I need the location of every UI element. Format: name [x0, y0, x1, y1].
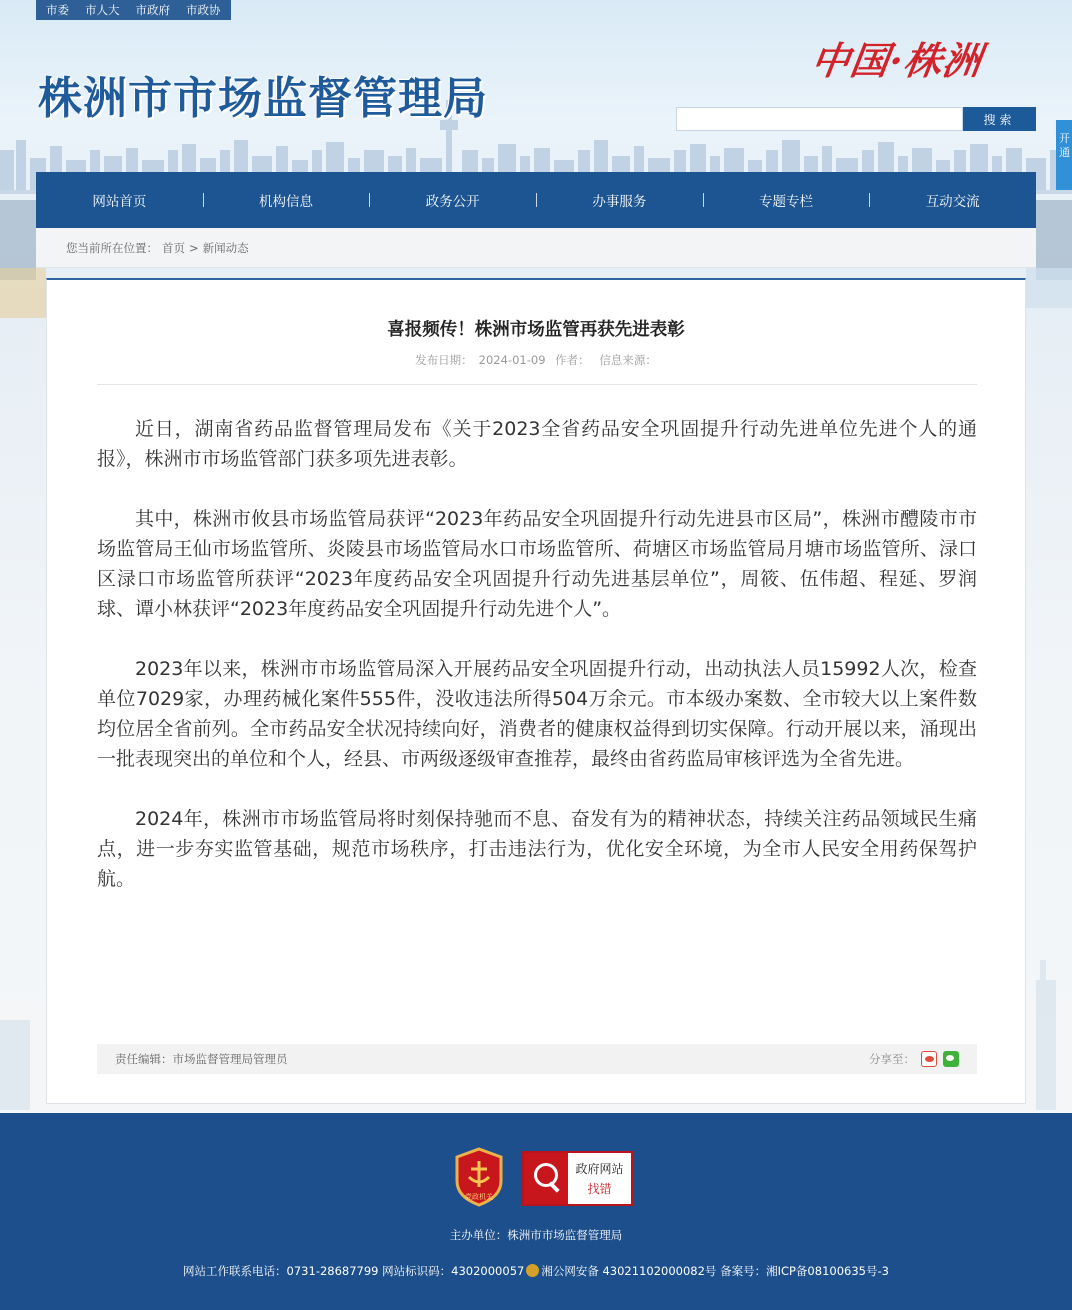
article-content [97, 414, 977, 924]
magnifier-icon [524, 1153, 568, 1204]
party-badge-text: 党政机关 [465, 1193, 493, 1201]
search-input[interactable] [676, 107, 963, 131]
article-title: 喜报频传！株洲市场监管再获先进表彰 [387, 320, 685, 340]
editor-label: 责任编辑： [115, 1052, 173, 1066]
nav-item-interaction[interactable]: 互动交流 [869, 190, 1036, 210]
footer [0, 1113, 1072, 1310]
share-label: 分享至： [869, 1052, 915, 1066]
gov-website-error-report-badge[interactable] [522, 1151, 633, 1206]
gov-badge-line1: 政府网站 [575, 1161, 624, 1176]
article-paragraph: 2024年，株洲市市场监管局将时刻保持驰而不息、奋发有为的精神状态，持续关注药品领域民生痛点，进一步夯实监管基础，规范市场秩序，打击违法行为，优化安全环境，为全市人民安全用药保驾护航。 [97, 808, 977, 890]
main-nav [36, 172, 1036, 228]
gov-badge-line2: 找错 [587, 1181, 612, 1196]
side-float-tab[interactable]: 开通 [1056, 120, 1072, 190]
brand-logo: 中国·株洲 [808, 38, 985, 83]
breadcrumb-current[interactable]: 新闻动态 [202, 240, 249, 255]
phone: 0731-28687799 [286, 1264, 379, 1278]
host-label: 主办单位： [449, 1228, 508, 1242]
site-id-label: 网站标识码： [382, 1264, 452, 1278]
site-title[interactable]: 株洲市市场监督管理局 [38, 73, 488, 124]
phone-label: 网站工作联系电话： [183, 1264, 287, 1278]
weibo-share-icon[interactable] [921, 1051, 937, 1067]
author-label: 作者： [555, 353, 590, 367]
nav-item-government-affairs[interactable]: 政务公开 [369, 190, 536, 210]
breadcrumb-label: 您当前所在位置： [66, 240, 158, 255]
footer-info [0, 1263, 1072, 1279]
host-name: 株洲市市场监督管理局 [507, 1228, 623, 1242]
search-box [676, 107, 1036, 131]
police-emblem-icon [526, 1264, 539, 1277]
top-link-cppcc[interactable]: 市政协 [186, 3, 221, 17]
article-paragraph: 其中，株洲市攸县市场监管局获评“2023年药品安全巩固提升行动先进县市区局”，株洲市醴陵市市场监管局王仙市场监管所、炎陵县市场监管局水口市场监管所、荷塘区市场监管局月塘市场监管所、渌口区渌口市场监管所获评“2023年度药品安全巩固提升行动先进基层单位”，周筱、伍伟超、程延、罗润球、谭小林获评“2023年度药品安全巩固提升行动先进个人”。 [97, 508, 977, 620]
icp-number[interactable]: 湘ICP备08100635号-3 [766, 1264, 889, 1278]
breadcrumb-separator: > [189, 240, 199, 255]
top-links-bar [36, 0, 231, 20]
party-government-badge-icon[interactable] [453, 1147, 505, 1207]
article-paragraph: 近日，湖南省药品监督管理局发布《关于2023全省药品安全巩固提升行动先进单位先进个人的通报》，株洲市市场监管部门获多项先进表彰。 [97, 418, 977, 470]
article-paragraph: 2023年以来，株洲市市场监管局深入开展药品安全巩固提升行动，出动执法人员15992人次，检查单位7029家，办理药械化案件555件，没收违法所得504万余元。市本级办案数、全市较大以上案件数均位居全省前列。全市药品安全状况持续向好，消费者的健康权益得到切实保障。行动开展以来，涌现出一批表现突出的单位和个人，经县、市两级逐级审查推荐，最终由省药监局审核评选为全省先进。 [97, 658, 977, 770]
footer-host [0, 1227, 1072, 1243]
editor-bar [97, 1044, 977, 1074]
nav-item-services[interactable]: 办事服务 [536, 190, 703, 210]
nav-item-home[interactable]: 网站首页 [92, 194, 147, 210]
title-divider [97, 384, 977, 385]
site-id: 4302000057 [451, 1264, 525, 1278]
date-label: 发布日期： [415, 353, 473, 367]
top-link-congress[interactable]: 市人大 [85, 3, 120, 17]
search-button[interactable]: 搜索 [963, 107, 1036, 131]
editor-name: 市场监督管理局管理员 [172, 1052, 288, 1066]
wechat-share-icon[interactable] [943, 1051, 959, 1067]
top-link-party-committee[interactable]: 市委 [46, 3, 69, 17]
publish-date: 2024-01-09 [478, 353, 546, 367]
breadcrumb [36, 228, 1036, 268]
icp-label: 备案号： [720, 1264, 767, 1278]
source-label: 信息来源： [599, 353, 657, 367]
nav-item-special-topics[interactable]: 专题专栏 [703, 190, 870, 210]
article-meta [47, 352, 1025, 368]
share-area [869, 1051, 959, 1067]
top-link-government[interactable]: 市政府 [135, 3, 170, 17]
article-card [46, 278, 1026, 1104]
breadcrumb-home[interactable]: 首页 [162, 240, 185, 255]
nav-item-organization[interactable]: 机构信息 [203, 190, 370, 210]
police-record[interactable]: 湘公网安备 43021102000082号 [541, 1264, 717, 1278]
